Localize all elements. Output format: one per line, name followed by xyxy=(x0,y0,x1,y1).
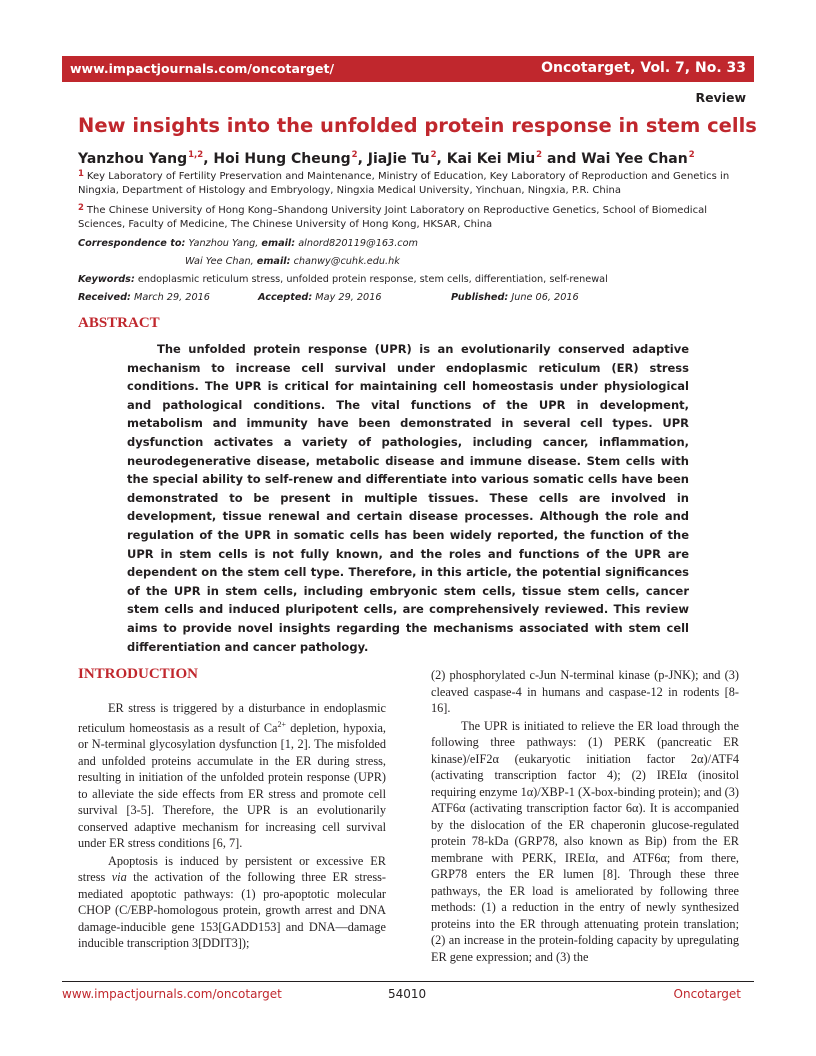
author-name: Yanzhou Yang xyxy=(78,151,188,167)
page-number: 54010 xyxy=(388,987,427,1001)
body-paragraph xyxy=(78,853,386,952)
correspondence-email-1[interactable]: alnord820119@163.com xyxy=(298,238,418,249)
author-name: Wai Yee Chan xyxy=(581,151,688,167)
superscript: 2+ xyxy=(277,719,287,729)
italic-text: via xyxy=(111,870,127,885)
keywords-label: Keywords xyxy=(78,274,131,285)
keywords-text: endoplasmic reticulum stress, unfolded protein response, stem cells, differentiation, self-renewal xyxy=(137,274,608,285)
received-date: Received: March 29, 2016 xyxy=(78,292,210,303)
paragraph-text: ER stress is triggered by a disturbance in endoplasmic reticulum homeostasis as a result of Ca xyxy=(78,701,386,735)
affiliation-text: The Chinese University of Hong Kong–Shandong University Joint Laboratory on Reproductive Genetics, School of Biomedical Sciences, Faculty of Medicine, The Chinese University of Hong Kong, HKSAR, China xyxy=(78,205,707,230)
published-value: June 06, 2016 xyxy=(511,292,579,303)
author-name: JiaJie Tu xyxy=(367,151,430,167)
article-title: New insights into the unfolded protein response in stem cells xyxy=(78,114,757,137)
body-paragraph xyxy=(78,700,386,852)
body-column-right xyxy=(431,667,739,965)
author-separator: , xyxy=(357,151,368,167)
correspondence-label: Correspondence to xyxy=(78,238,182,249)
footer-divider xyxy=(62,981,754,982)
author-separator: , xyxy=(203,151,214,167)
author-affiliation-ref: 2 xyxy=(688,150,695,160)
received-value: March 29, 2016 xyxy=(133,292,210,303)
author-affiliation-ref: 2 xyxy=(536,150,543,160)
abstract-heading: ABSTRACT xyxy=(78,315,160,331)
published-date: Published: June 06, 2016 xyxy=(451,292,579,303)
paragraph-text: Apoptosis is induced by persistent or excessive ER stress xyxy=(78,853,386,885)
email-label: email xyxy=(261,238,292,249)
author-separator: and xyxy=(542,151,582,167)
body-column-left xyxy=(78,700,386,952)
article-type-label: Review xyxy=(695,90,746,105)
abstract-body: The unfolded protein response (UPR) is an evolutionarily conserved adaptive mechanism to increase cell survival under endoplasmic reticulum (ER) stress conditions. The UPR is critical for maintaining cell homeostasis under physiological and pathological conditions. The vital functions of the UPR in development, metabolism and immunity have been demonstrated in several cell types. UPR dysfunction activates a variety of pathologies, including cancer, inflammation, neurodegenerative disease, metabolic disease and immune disease. Stem cells with the special ability to self-renew and differentiate into various somatic cells have been demonstrated to be present in multiple tissues. These cells are involved in development, tissue renewal and certain disease processes. Although the role and regulation of the UPR in somatic cells has been widely reported, the function of the UPR in stem cells is not fully known, and the roles and functions of the UPR are dependent on the stem cell type. Therefore, in this article, the potential significances of the UPR in stem cells, including embryonic stem cells, tissue stem cells, cancer stem cells and induced pluripotent cells, are comprehensively reviewed. This review aims to provide novel insights regarding the mechanisms associated with stem cell differentiation and cancer pathology. xyxy=(127,342,689,654)
author-affiliation-ref: 2 xyxy=(351,150,358,160)
paragraph-text: the activation of the following three ER stress-mediated apoptotic pathways: (1) pro-apoptotic molecular CHOP (C/EBP-homologous protein, growth arrest and DNA damage-inducible gene 153[GADD153] and DNA—damage inducible transcription 3[DDIT3]); xyxy=(78,870,386,951)
correspondence-name-2: Wai Yee Chan xyxy=(185,256,251,267)
accepted-value: May 29, 2016 xyxy=(315,292,382,303)
journal-url[interactable]: www.impactjournals.com/oncotarget/ xyxy=(70,61,335,76)
author-list xyxy=(78,150,695,167)
affiliation-2 xyxy=(78,202,740,231)
journal-header-bar xyxy=(62,56,754,82)
correspondence-line-1: Correspondence to: Yanzhou Yang, email: alnord820119@163.com xyxy=(78,238,418,249)
keywords-line: Keywords: endoplasmic reticulum stress, unfolded protein response, stem cells, differentiation, self-renewal xyxy=(78,274,608,285)
author-affiliation-ref: 2 xyxy=(430,150,437,160)
author-affiliation-ref: 1,2 xyxy=(188,150,204,160)
body-paragraph: (2) phosphorylated c-Jun N-terminal kinase (p-JNK); and (3) cleaved caspase-4 in humans and caspase-12 in rodents [8-16]. xyxy=(431,668,739,715)
affiliation-number: 2 xyxy=(78,203,84,213)
correspondence-line-2: Wai Yee Chan, email: chanwy@cuhk.edu.hk xyxy=(185,256,400,267)
footer-url[interactable]: www.impactjournals.com/oncotarget xyxy=(62,987,282,1001)
email-label: email xyxy=(256,256,287,267)
author-name: Hoi Hung Cheung xyxy=(213,151,351,167)
author-separator: , xyxy=(436,151,447,167)
footer-journal: Oncotarget xyxy=(673,987,741,1001)
accepted-label: Accepted xyxy=(258,292,309,303)
affiliation-1 xyxy=(78,168,740,197)
body-paragraph: The UPR is initiated to relieve the ER load through the following three pathways: (1) PERK (pancreatic ER kinase)/eIF2α (eukaryotic initiation factor 2α)/ATF4 (activating transcription factor 4); (2) IREIα (inositol requiring enzyme 1α)/XBP-1 (X-box-binding protein); and (3) ATF6α (activating transcription factor 6α). It is accompanied by the dislocation of the ER chaperonin glucose-regulated protein 78-kDa (GRP78, also known as Bip) from the ER membrane with PERK, IREIα, and ATF6α; from there, GRP78 enters the ER lumen [8]. Through these three pathways, the ER load is ameliorated by following three methods: (1) a reduction in the entry of newly synthesized proteins into the ER through attenuating protein translation; (2) an increase in the protein-folding capacity by upregulating ER gene expression; and (3) the xyxy=(431,718,739,964)
received-label: Received xyxy=(78,292,127,303)
introduction-heading: INTRODUCTION xyxy=(78,666,199,682)
author-name: Kai Kei Miu xyxy=(446,151,536,167)
accepted-date: Accepted: May 29, 2016 xyxy=(258,292,382,303)
paragraph-text: depletion, hypoxia, or N-terminal glycosylation dysfunction [1, 2]. The misfolded and unfolded proteins accumulate in the ER during stress, resulting in initiation of the unfolded protein response (UPR) to alleviate the side effects from ER stress and promote cell survival [3-5]. Therefore, the UPR is an evolutionarily conserved adaptive mechanism for increasing cell survival under ER stress conditions [6, 7]. xyxy=(78,720,386,851)
published-label: Published xyxy=(451,292,505,303)
correspondence-name-1: Yanzhou Yang xyxy=(188,238,256,249)
journal-citation: Oncotarget, Vol. 7, No. 33 xyxy=(541,60,746,76)
affiliation-number: 1 xyxy=(78,169,84,179)
affiliation-text: Key Laboratory of Fertility Preservation and Maintenance, Ministry of Education, Key Laboratory of Reproduction and Genetics in Ningxia, Department of Histology and Embryology, Ningxia Medical University, Yinchuan, Ningxia, P.R. China xyxy=(78,171,730,196)
correspondence-email-2[interactable]: chanwy@cuhk.edu.hk xyxy=(293,256,400,267)
